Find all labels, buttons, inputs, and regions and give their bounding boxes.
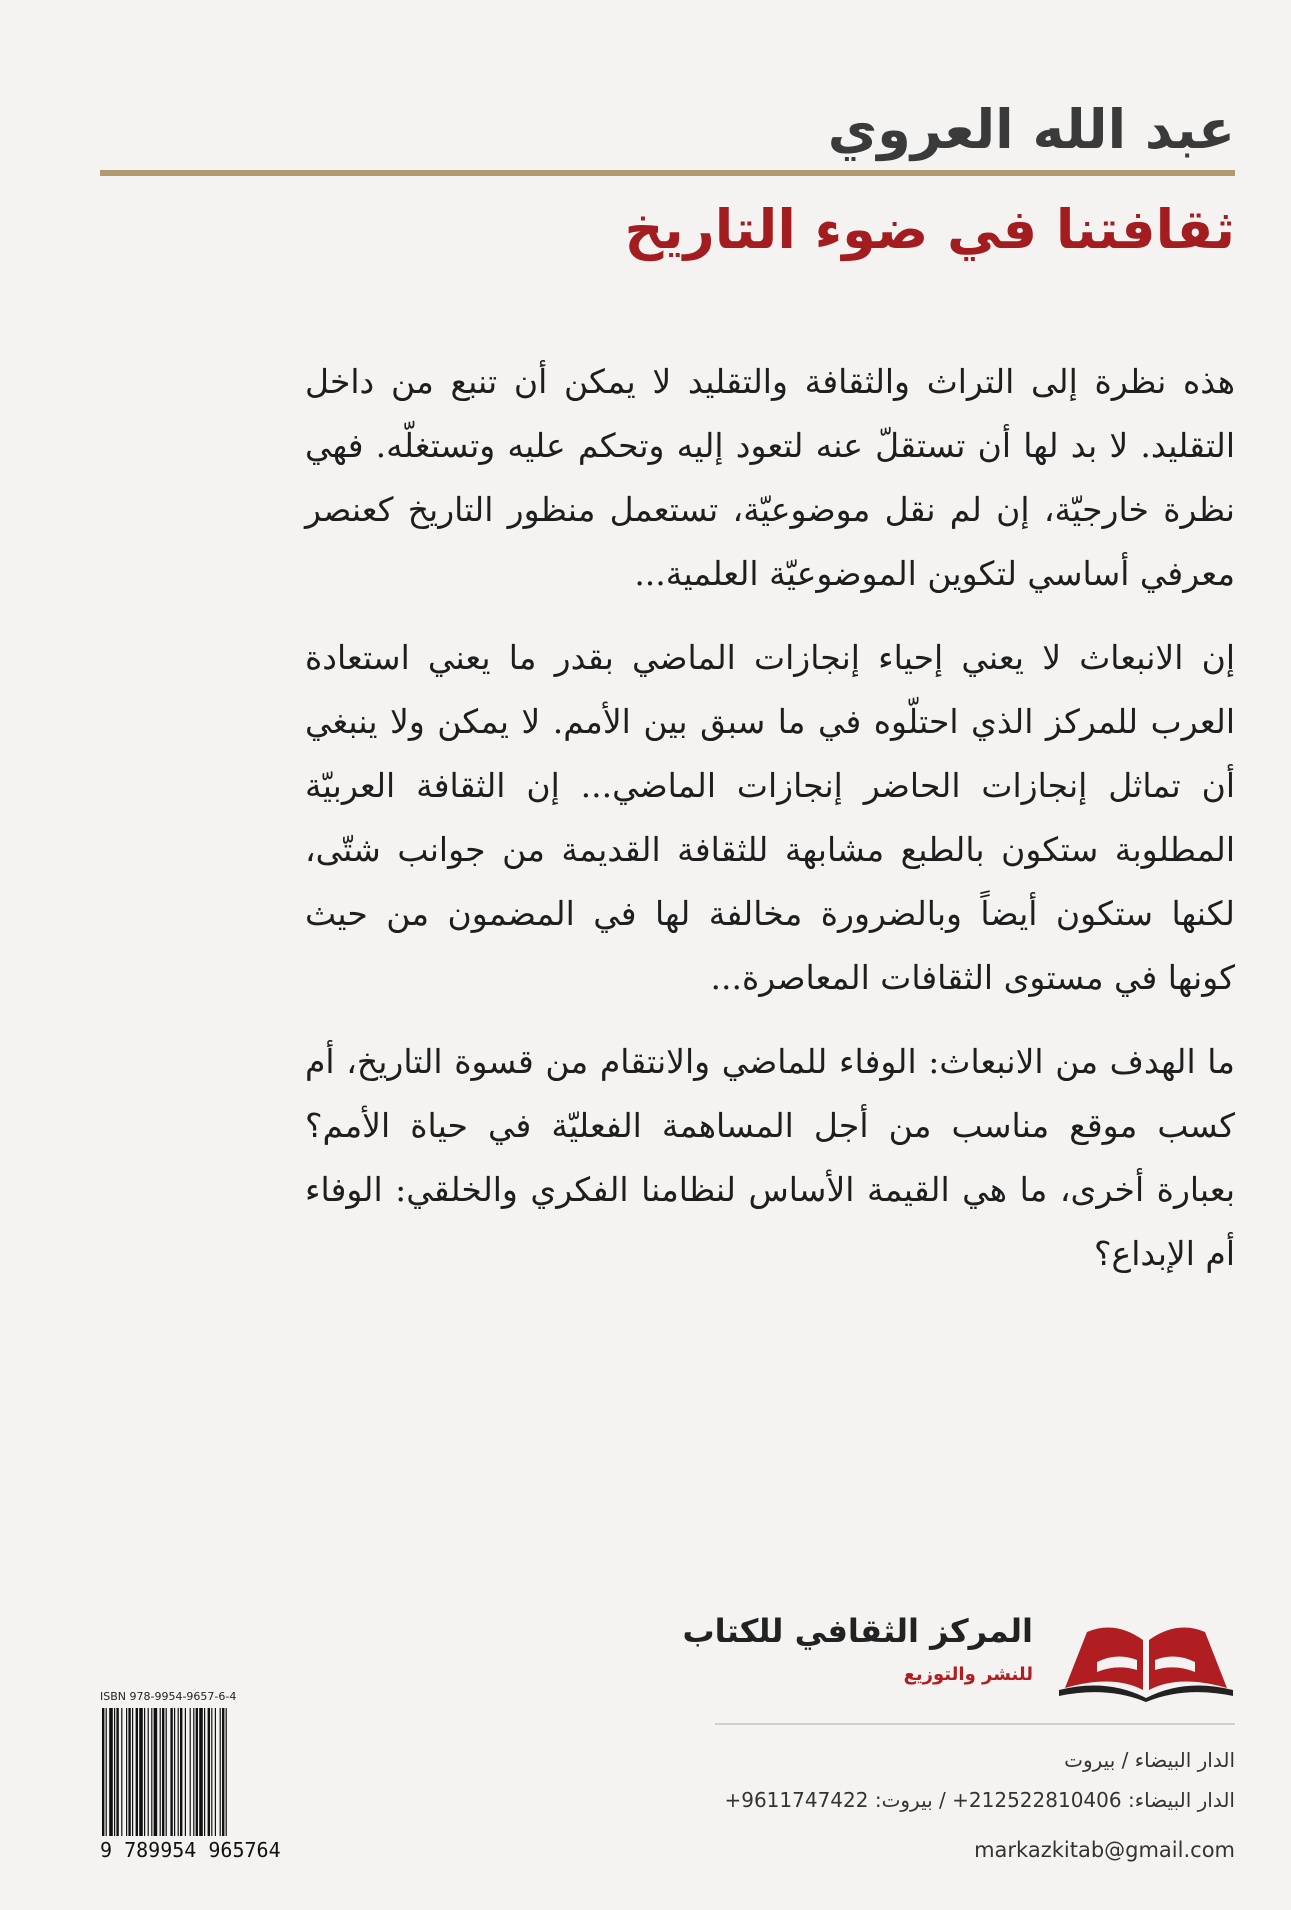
- publisher-divider: [715, 1723, 1235, 1725]
- barcode-bar: [121, 1708, 122, 1836]
- author-name: عبد الله العروي: [827, 98, 1235, 161]
- publisher-phones: الدار البيضاء: 212522810406+ / بيروت: 9611747422+: [724, 1788, 1235, 1812]
- barcode-bar: [154, 1708, 158, 1836]
- blurb-paragraph-1: هذه نظرة إلى التراث والثقافة والتقليد لا يمكن أن تنبع من داخل التقليد. لا بد لها أن تستقلّ عنه لتعود إليه وتحكم عليه وتستغلّه. فهي نظرة خارجيّة، إن لم نقل موضوعيّة، تستعمل منظور التاريخ كعنصر معرفي أساسي لتكوين الموضوعيّة العلمية...: [305, 362, 1235, 593]
- barcode-bar: [166, 1708, 167, 1836]
- barcode-bar: [116, 1708, 118, 1836]
- barcode-bar: [204, 1708, 205, 1836]
- barcode-bar: [215, 1708, 216, 1836]
- barcode-bar: [178, 1708, 179, 1836]
- barcode-bar: [136, 1708, 138, 1836]
- barcode-bar: [139, 1708, 143, 1836]
- barcode-bar: [144, 1708, 145, 1836]
- barcode-bar: [185, 1708, 186, 1836]
- publisher-cities: الدار البيضاء / بيروت: [1064, 1748, 1235, 1772]
- barcode-bar: [160, 1708, 161, 1836]
- publisher-block: [682, 1610, 1235, 1720]
- isbn-barcode: [100, 1690, 281, 1865]
- publisher-subtitle: للنشر والتوزيع: [903, 1664, 1033, 1685]
- barcode-bar: [199, 1708, 203, 1836]
- blurb-paragraph-3: ما الهدف من الانبعاث: الوفاء للماضي والانتقام من قسوة التاريخ، أم كسب موقع مناسب من أجل المساهمة الفعليّة في حياة الأمم؟ بعبارة أخرى، ما هي القيمة الأساس لنظامنا الفكري والخلقي: الوفاء أم الإبداع؟: [305, 1042, 1235, 1273]
- blurb-text: [305, 350, 1235, 1306]
- barcode-bar: [106, 1708, 107, 1836]
- barcode-bar: [151, 1708, 152, 1836]
- barcode-bar: [102, 1708, 104, 1836]
- barcode-bar: [226, 1708, 227, 1836]
- barcode-bar: [132, 1708, 133, 1836]
- publisher-email: markazkitab@gmail.com: [974, 1838, 1235, 1862]
- barcode-bar: [222, 1708, 224, 1836]
- open-book-logo-icon: [1057, 1610, 1235, 1702]
- book-title: ثقافتنا في ضوء التاريخ: [624, 198, 1235, 261]
- barcode-bar: [170, 1708, 172, 1836]
- barcode-bar: [190, 1708, 191, 1836]
- barcode-bar: [220, 1708, 221, 1836]
- barcode-bar: [193, 1708, 194, 1836]
- blurb-paragraph-2: إن الانبعاث لا يعني إحياء إنجازات الماضي بقدر ما يعني استعادة العرب للمركز الذي احتلّوه في ما سبق بين الأمم. لا يمكن ولا ينبغي أن تماثل إنجازات الحاضر إنجازات الماضي... إن الثقافة العربيّة المطلوبة ستكون بالطبع مشابهة للثقافة القديمة من جوانب شتّى، لكنها ستكون أيضاً وبالضرورة مخالفة لها في المضمون من حيث كونها في مستوى الثقافات المعاصرة...: [305, 638, 1235, 997]
- header-rule: [100, 170, 1235, 176]
- barcode-bar: [208, 1708, 210, 1836]
- barcode-bar: [211, 1708, 212, 1836]
- barcode-bar: [196, 1708, 198, 1836]
- barcode-bar: [180, 1708, 182, 1836]
- barcode-bar: [148, 1708, 149, 1836]
- barcode-bars: [102, 1708, 270, 1836]
- barcode-bar: [162, 1708, 164, 1836]
- barcode-bar: [126, 1708, 127, 1836]
- barcode-digits: 9 789954 965764: [100, 1838, 281, 1862]
- publisher-name: المركز الثقافي للكتاب: [682, 1612, 1033, 1650]
- barcode-bar: [174, 1708, 175, 1836]
- isbn-label: ISBN 978-9954-9657-6-4: [100, 1690, 237, 1703]
- barcode-bar: [114, 1708, 115, 1836]
- barcode-bar: [128, 1708, 130, 1836]
- barcode-bar: [109, 1708, 113, 1836]
